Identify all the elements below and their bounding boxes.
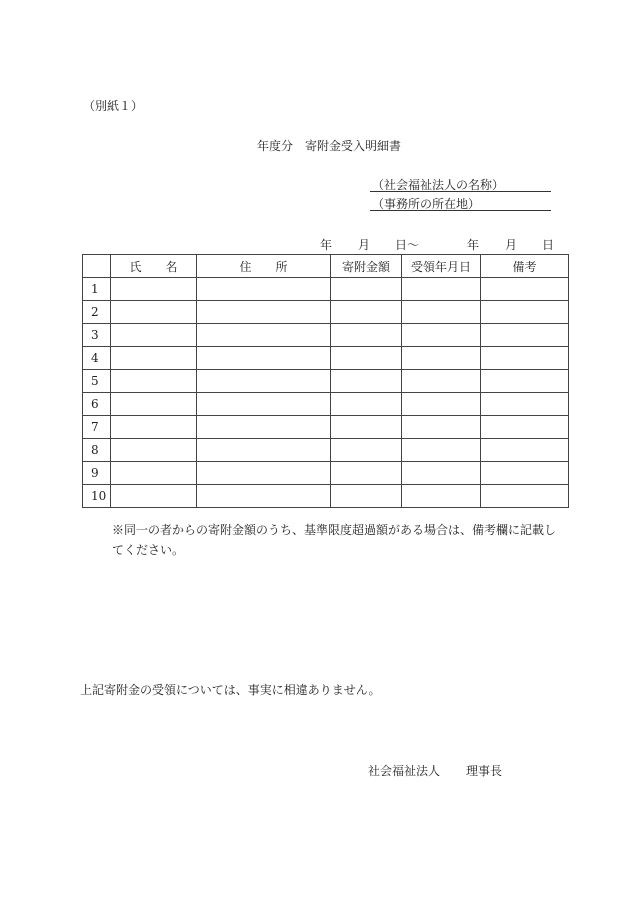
header-remarks: 備考 bbox=[481, 255, 569, 278]
period-to-day-label: 日 bbox=[542, 238, 555, 252]
receipt-date-cell[interactable] bbox=[402, 393, 481, 416]
name-cell[interactable] bbox=[111, 462, 197, 485]
donation-amount-cell[interactable] bbox=[331, 278, 402, 301]
remarks-cell[interactable] bbox=[481, 462, 569, 485]
donation-amount-cell[interactable] bbox=[331, 393, 402, 416]
donation-amount-cell[interactable] bbox=[331, 301, 402, 324]
donation-amount-cell[interactable] bbox=[331, 324, 402, 347]
name-cell[interactable] bbox=[111, 278, 197, 301]
receipt-date-cell[interactable] bbox=[402, 347, 481, 370]
remarks-cell[interactable] bbox=[481, 278, 569, 301]
period-from-day-label: 日〜 bbox=[395, 238, 420, 252]
header-donation-amount: 寄附金額 bbox=[331, 255, 402, 278]
name-cell[interactable] bbox=[111, 301, 197, 324]
name-cell[interactable] bbox=[111, 439, 197, 462]
remarks-cell[interactable] bbox=[481, 324, 569, 347]
row-number: 2 bbox=[83, 301, 111, 324]
organization-address-field: （事務所の所在地） bbox=[370, 195, 551, 211]
document-title: 年度分 寄附金受入明細書 bbox=[257, 139, 402, 153]
address-cell[interactable] bbox=[197, 485, 331, 508]
donation-ledger-table bbox=[82, 254, 569, 508]
row-number: 8 bbox=[83, 439, 111, 462]
table-row bbox=[83, 324, 569, 347]
row-number: 7 bbox=[83, 416, 111, 439]
remarks-cell[interactable] bbox=[481, 439, 569, 462]
row-number: 6 bbox=[83, 393, 111, 416]
row-number: 5 bbox=[83, 370, 111, 393]
remarks-cell[interactable] bbox=[481, 416, 569, 439]
signatory-organization: 社会福祉法人 bbox=[368, 764, 441, 778]
donation-amount-cell[interactable] bbox=[331, 370, 402, 393]
address-cell[interactable] bbox=[197, 324, 331, 347]
receipt-date-cell[interactable] bbox=[402, 439, 481, 462]
header-address: 住 所 bbox=[197, 255, 331, 278]
row-number: 4 bbox=[83, 347, 111, 370]
table-row bbox=[83, 393, 569, 416]
address-cell[interactable] bbox=[197, 301, 331, 324]
donation-amount-cell[interactable] bbox=[331, 439, 402, 462]
donation-amount-cell[interactable] bbox=[331, 485, 402, 508]
signatory-title: 理事長 bbox=[466, 764, 503, 778]
donation-amount-cell[interactable] bbox=[331, 462, 402, 485]
address-cell[interactable] bbox=[197, 416, 331, 439]
table-row bbox=[83, 347, 569, 370]
receipt-date-cell[interactable] bbox=[402, 301, 481, 324]
row-number: 1 bbox=[83, 278, 111, 301]
remarks-cell[interactable] bbox=[481, 370, 569, 393]
remarks-cell[interactable] bbox=[481, 393, 569, 416]
donation-amount-cell[interactable] bbox=[331, 347, 402, 370]
table-row bbox=[83, 462, 569, 485]
receipt-date-cell[interactable] bbox=[402, 416, 481, 439]
header-name: 氏 名 bbox=[111, 255, 197, 278]
receipt-date-cell[interactable] bbox=[402, 370, 481, 393]
table-row bbox=[83, 416, 569, 439]
table-row bbox=[83, 485, 569, 508]
address-cell[interactable] bbox=[197, 393, 331, 416]
period-to-month-label: 月 bbox=[505, 238, 518, 252]
name-cell[interactable] bbox=[111, 393, 197, 416]
table-header-row bbox=[83, 255, 569, 278]
table-row bbox=[83, 439, 569, 462]
name-cell[interactable] bbox=[111, 324, 197, 347]
table-row bbox=[83, 370, 569, 393]
period-from-month-label: 月 bbox=[358, 238, 371, 252]
row-number: 9 bbox=[83, 462, 111, 485]
remarks-cell[interactable] bbox=[481, 347, 569, 370]
address-cell[interactable] bbox=[197, 439, 331, 462]
receipt-date-cell[interactable] bbox=[402, 278, 481, 301]
organization-name-field: （社会福祉法人の名称） bbox=[370, 176, 551, 192]
name-cell[interactable] bbox=[111, 485, 197, 508]
period-to-year-label: 年 bbox=[467, 238, 480, 252]
table-row bbox=[83, 301, 569, 324]
address-cell[interactable] bbox=[197, 278, 331, 301]
name-cell[interactable] bbox=[111, 370, 197, 393]
table-row bbox=[83, 278, 569, 301]
header-receipt-date: 受領年月日 bbox=[402, 255, 481, 278]
receipt-date-cell[interactable] bbox=[402, 485, 481, 508]
address-cell[interactable] bbox=[197, 347, 331, 370]
receipt-date-cell[interactable] bbox=[402, 324, 481, 347]
note-text: ※同一の者からの寄附金額のうち、基準限度超過額がある場合は、備考欄に記載してください。 bbox=[112, 523, 557, 557]
row-number: 3 bbox=[83, 324, 111, 347]
address-cell[interactable] bbox=[197, 462, 331, 485]
name-cell[interactable] bbox=[111, 416, 197, 439]
remarks-cell[interactable] bbox=[481, 301, 569, 324]
annex-label: （別紙１） bbox=[83, 99, 144, 113]
name-cell[interactable] bbox=[111, 347, 197, 370]
remarks-cell[interactable] bbox=[481, 485, 569, 508]
receipt-date-cell[interactable] bbox=[402, 462, 481, 485]
header-number bbox=[83, 255, 111, 278]
address-cell[interactable] bbox=[197, 370, 331, 393]
donation-amount-cell[interactable] bbox=[331, 416, 402, 439]
confirmation-statement: 上記寄附金の受領については、事実に相違ありません。 bbox=[80, 683, 381, 697]
period-from-year-label: 年 bbox=[320, 238, 333, 252]
row-number: 10 bbox=[83, 485, 111, 508]
